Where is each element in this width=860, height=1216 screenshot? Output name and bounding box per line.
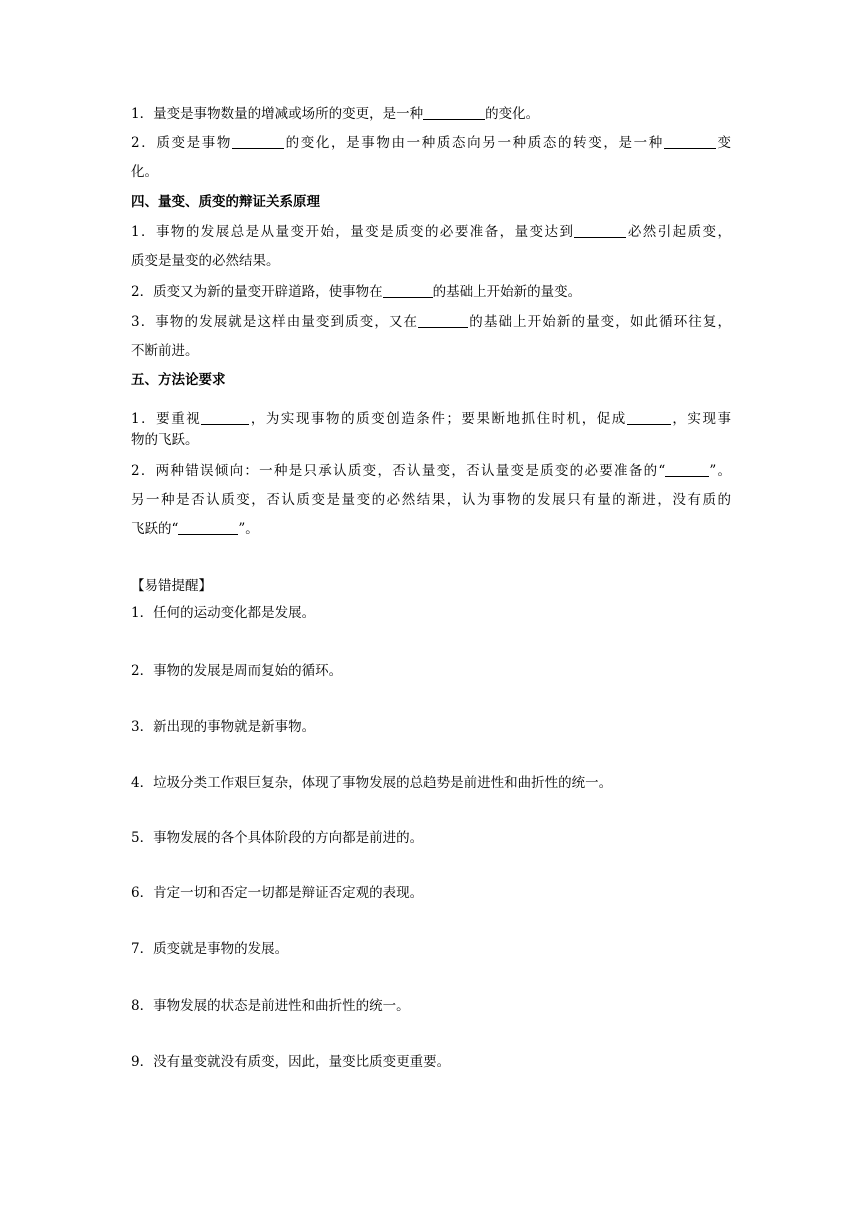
text: 2．质变是事物 [131,135,232,151]
methodology-item-1-cont: 物的飞跃。 [131,432,199,448]
reminder-item: 5．事物发展的各个具体阶段的方向都是前进的。 [131,830,424,846]
text: 变 [715,135,732,151]
fill-blank [383,284,433,298]
methodology-item-2 [131,462,731,480]
text: 1．量变是事物数量的增减或场所的变更，是一种 [131,106,424,122]
fill-blank [178,521,238,535]
text: 的基础上开始新的量变，如此循环往复， [468,314,732,330]
text: 2．质变又为新的量变开辟道路，使事物在 [131,284,383,300]
fill-blank [423,106,485,120]
text: 必然引起质变， [626,224,731,240]
text: ，为实现事物的质变创造条件；要果断地抓住时机，促成 [249,411,627,427]
text: 1．事物的发展总是从量变开始，量变是质变的必要准备，量变达到 [131,224,575,240]
relation-item-3 [131,313,731,331]
section-heading-methodology: 五、方法论要求 [131,372,226,388]
text: 的变化，是事物由一种质态向另一种质态的转变，是一种 [284,135,664,151]
text: ”。 [238,521,259,537]
relation-item-3-cont: 不断前进。 [131,343,199,359]
reminder-item: 9．没有量变就没有质变，因此，量变比质变更重要。 [131,1054,451,1070]
reminders-heading: 【易错提醒】 [131,578,212,594]
fill-blank [664,135,716,149]
reminder-item: 8．事物发展的状态是前进性和曲折性的统一。 [131,998,410,1014]
text: 3．事物的发展就是这样由量变到质变，又在 [131,314,419,330]
methodology-item-2-cont: 另一种是否认质变，否认质变是量变的必然结果，认为事物的发展只有量的渐进，没有质的 [131,492,731,508]
fill-blank [232,135,284,149]
fill-blank [418,314,468,328]
fill-blank [201,411,249,425]
section-heading-dialectical-relation: 四、量变、质变的辩证关系原理 [131,194,320,210]
text: ，实现事 [670,411,732,427]
qualitative-change-definition-cont: 化。 [131,164,158,180]
methodology-item-2-cont2 [131,520,731,538]
reminder-item: 4．垃圾分类工作艰巨复杂，体现了事物发展的总趋势是前进性和曲折性的统一。 [131,775,613,791]
text: 2．两种错误倾向：一种是只承认质变，否认量变，否认量变是质变的必要准备的“ [131,463,666,479]
reminder-item: 6．肯定一切和否定一切都是辩证否定观的表现。 [131,885,424,901]
text: 1．要重视 [131,411,202,427]
relation-item-2 [131,283,731,301]
text: 的基础上开始新的量变。 [432,284,582,300]
reminder-item: 2．事物的发展是周而复始的循环。 [131,663,343,679]
text: ”。 [709,463,732,479]
relation-item-1-cont: 质变是量变的必然结果。 [131,253,280,269]
fill-blank [627,411,671,425]
reminder-item: 7．质变就是事物的发展。 [131,941,289,957]
qualitative-change-definition [131,134,731,152]
quantitative-change-definition [131,105,731,123]
reminder-item: 3．新出现的事物就是新事物。 [131,719,316,735]
reminder-item: 1．任何的运动变化都是发展。 [131,605,316,621]
relation-item-1 [131,223,731,241]
text: 的变化。 [485,106,540,122]
fill-blank [665,463,709,477]
text: 飞跃的“ [131,521,179,537]
fill-blank [574,224,626,238]
methodology-item-1 [131,410,731,428]
